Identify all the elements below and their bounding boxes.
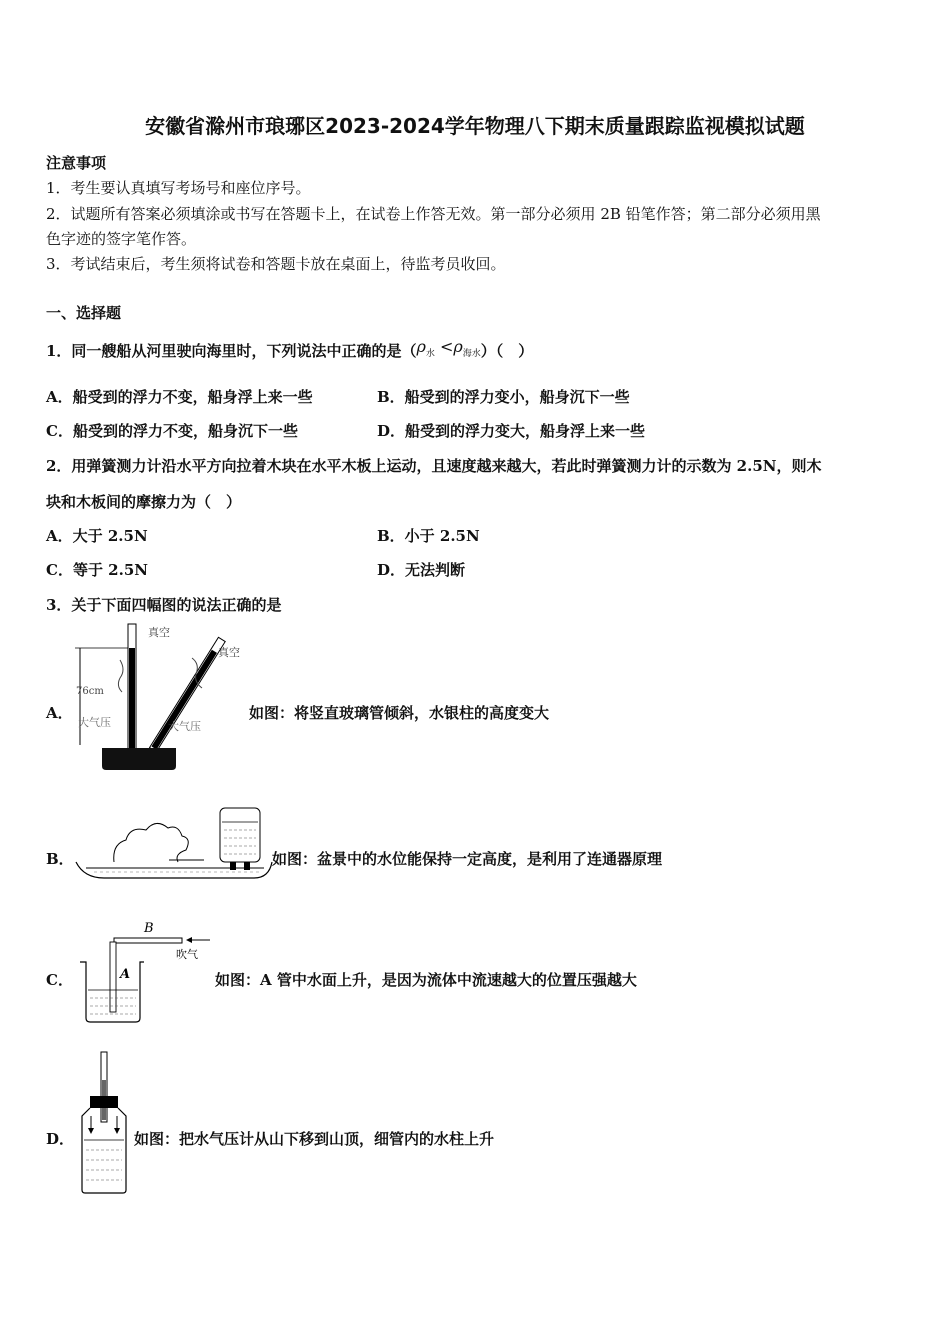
q3-option-d-label[interactable]: D．: [46, 1130, 75, 1148]
height-label: 76cm: [76, 686, 104, 697]
q1-option-b[interactable]: B．船受到的浮力变小，船身沉下一些: [377, 388, 630, 406]
question-1-stem: [46, 337, 534, 363]
vacuum-label-1: 真空: [148, 626, 170, 639]
q3-option-b-text[interactable]: 如图：盆景中的水位能保持一定高度，是利用了连通器原理: [272, 850, 663, 868]
page-title: 安徽省滁州市琅琊区2023-2024学年物理八下期末质量跟踪监视模拟试题: [145, 114, 805, 138]
notes-item: 色字迹的签字笔作答。: [46, 230, 197, 248]
question-1-text: 1．同一艘船从河里驶向海里时，下列说法中正确的是（: [46, 342, 417, 360]
question-2-stem-line2: 块和木板间的摩擦力为（ ）: [46, 493, 242, 511]
q1-option-a[interactable]: A．船受到的浮力不变，船身浮上来一些: [46, 388, 313, 406]
notes-item: 1．考生要认真填写考场号和座位序号。: [46, 179, 311, 197]
q3-option-d-text[interactable]: 如图：把水气压计从山下移到山顶，细管内的水柱上升: [134, 1130, 495, 1148]
q1-option-d[interactable]: D．船受到的浮力变大，船身浮上来一些: [377, 422, 646, 440]
blow-tube-figure: [76, 918, 216, 1028]
q1-option-c[interactable]: C．船受到的浮力不变，船身沉下一些: [46, 422, 298, 440]
barometer-bottle-figure: [76, 1050, 136, 1195]
atm-label-1: 大气压: [78, 716, 111, 729]
notes-item: 2．试题所有答案必须填涂或书写在答题卡上，在试卷上作答无效。第一部分必须用 2B 铅笔作答；第二部分必须用黑: [46, 205, 821, 223]
q2-option-d[interactable]: D．无法判断: [377, 561, 466, 579]
q3-option-a-text[interactable]: 如图：将竖直玻璃管倾斜，水银柱的高度变大: [249, 704, 550, 722]
tube-b-label: B: [144, 921, 154, 936]
density-formula: $\rho_水 <\rho_{海水}$: [416, 337, 481, 360]
q3-option-b-label[interactable]: B．: [46, 850, 74, 868]
notes-item: 3．考试结束后，考生须将试卷和答题卡放在桌面上，待监考员收回。: [46, 255, 506, 273]
q2-option-a[interactable]: A．大于 2.5N: [46, 527, 148, 545]
atm-label-2: 大气压: [168, 720, 201, 733]
q2-option-b[interactable]: B．小于 2.5N: [377, 527, 480, 545]
blow-label: 吹气: [176, 948, 198, 961]
tube-a-label: A: [120, 967, 131, 982]
question-1-end: ）（ ）: [480, 342, 534, 360]
q3-option-c-label[interactable]: C．: [46, 971, 73, 989]
q2-option-c[interactable]: C．等于 2.5N: [46, 561, 148, 579]
q3-option-a-label[interactable]: A．: [46, 704, 73, 722]
bonsai-figure: [74, 804, 274, 884]
q3-option-c-text[interactable]: 如图：A 管中水面上升，是因为流体中流速越大的位置压强越大: [215, 971, 637, 989]
vacuum-label-2: 真空: [218, 646, 240, 659]
notes-heading: 注意事项: [46, 154, 107, 172]
torricelli-figure: [72, 620, 252, 775]
question-3-stem: 3．关于下面四幅图的说法正确的是: [46, 596, 282, 614]
section-heading: 一、选择题: [46, 304, 122, 322]
question-2-stem-line1: 2．用弹簧测力计沿水平方向拉着木块在水平木板上运动，且速度越来越大，若此时弹簧测力计的示数为 2.5N，则木: [46, 457, 822, 475]
